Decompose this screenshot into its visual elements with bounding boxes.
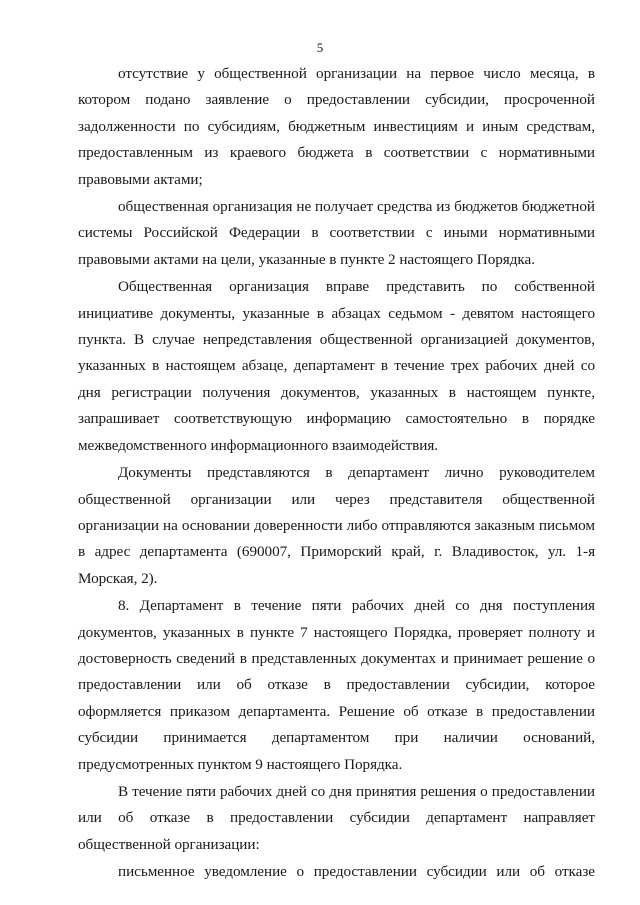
paragraph-own-initiative-documents: Общественная организация вправе представить по собственной инициативе документы, указанные в абзацах седьмом - девятом настоящего пункта. В случае непредставления общественной организацией документов, указанных в настоящем абзаце, департамент в течение трех рабочих дней со дня регистрации получения документов, указанных в настоящем пункте, запрашивает соответствующую информацию самостоятельно в порядке межведомственного информационного взаимодействия. [78, 278, 595, 454]
paragraph-no-other-budget-funds: общественная организация не получает средства из бюджетов бюджетной системы Российской Федерации в соответствии с иными нормативными правовыми актами на цели, указанные в пункте 2 настоящего Порядка. [78, 198, 595, 268]
paragraph-item-8-review: 8. Департамент в течение пяти рабочих дней со дня поступления документов, указанных в пункте 7 настоящего Порядка, проверяет полноту и достоверность сведений в представленных документах и принимает решение о предоставлении или об отказе в предоставлении субсидии, которое оформляется приказом департамента. Решение об отказе в предоставлении субсидии принимается департаментом при наличии оснований, предусмотренных пунктом 9 настоящего Порядка. [78, 597, 595, 773]
paragraph-written-notice: письменное уведомление о предоставлении субсидии или об отказе [118, 863, 595, 881]
page-number: 5 [316, 40, 324, 55]
paragraph-notification-period: В течение пяти рабочих дней со дня принятия решения о предоставлении или об отказе в предоставлении субсидии департамент направляет общественной организации: [78, 782, 595, 853]
document-body [78, 61, 595, 886]
paragraph-no-overdue-debt: отсутствие у общественной организации на первое число месяца, в котором подано заявление о предоставлении субсидии, просроченной задолженности по субсидиям, бюджетным инвестициям и иным средствам, предоставленным из краевого бюджета в соответствии с нормативными правовыми актами; [78, 65, 595, 188]
paragraph-document-submission: Документы представляются в департамент лично руководителем общественной организации или через представителя общественной организации на основании доверенности либо отправляются заказным письмом в адрес департамента (690007, Приморский край, г. Владивосток, ул. 1-я Морская, 2). [78, 464, 595, 587]
